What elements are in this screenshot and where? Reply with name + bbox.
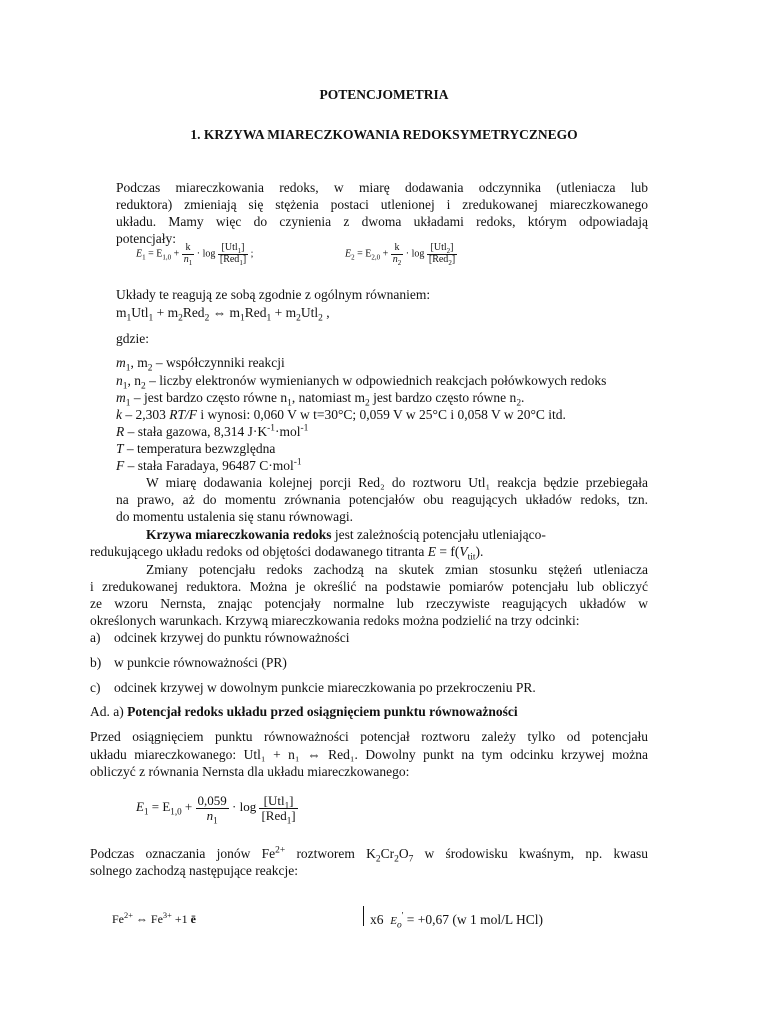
para5-line-2: układu miareczkowanego: Utl₁ + n₁ ⇔ Red₁. Dowolny punkt na tym odcinku krzywej można — [90, 747, 648, 762]
section-title: 1. KRZYWA MIARECZKOWANIA REDOKSYMETRYCZNEGO — [190, 127, 578, 142]
para3-line-2: redukującego układu redoks od objętości dodawanego titranta $E = f(V_{tit})$. — [90, 544, 484, 563]
general-reaction: $m_1Utl_1 + m_2Red_2$ ⇔ $m_1Red_1 + m_2Utl_2$ , — [116, 305, 330, 324]
list-item-a: odcinek krzywej do punktu równoważności — [114, 630, 350, 645]
list-marker-b: b) — [90, 655, 102, 670]
half-reaction-fe: $Fe^{2+}$ ⇔ $Fe^{3+} +1$ ē — [112, 911, 196, 926]
intro-line-2: reduktora) zmieniają się stężenia postaci utlenionej i zredukowanej miareczkowanego — [116, 197, 648, 212]
reaction-intro: Układy te reagują ze sobą zgodnie z ogólnym równaniem: — [116, 287, 431, 302]
nernst-equation-2: $E_2 = E_{2,0}$ + $\frac{k}{n_2}$ · log $\frac{[Utl_2]}{[Red_2]}$ — [345, 242, 456, 267]
para4-line-3: ze wzoru Nernsta, znając potencjały normalne lub rzeczywiste reagujących układów w — [90, 596, 648, 611]
def-f: F – stała Faradaya, 96487 C·mol$^{-1}$ — [116, 457, 302, 473]
list-marker-a: a) — [90, 630, 101, 645]
def-m: $m_1$, $m_2$ – współczynniki reakcji — [116, 355, 285, 374]
intro-line-1: Podczas miareczkowania redoks, w miarę dodawania odczynnika (utleniacza lub — [116, 180, 648, 195]
list-item-b: w punkcie równoważności (PR) — [114, 655, 287, 670]
nernst-equation-3: $E_1 = E_{1,0}$ + $\frac{0,059}{n_1}$ · log $\frac{[Utl_1]}{[Red_1]}$ — [136, 793, 296, 826]
def-n: $n_1$, $n_2$ – liczby elektronów wymienianych w odpowiednich reakcjach połówkowych redoks — [116, 373, 607, 392]
separator-bar — [363, 906, 364, 926]
def-r: R – stała gazowa, 8,314 $J\cdot K^{-1}\cdot mol^{-1}$ — [116, 423, 309, 439]
para4-line-1: Zmiany potencjału redoks zachodzą na skutek zmian stosunku stężeń utleniacza — [146, 562, 648, 577]
para3-line-1: Krzywa miareczkowania redoks jest zależnością potencjału utleniająco- — [146, 527, 546, 542]
list-item-c: odcinek krzywej w dowolnym punkcie miareczkowania po przekroczeniu PR. — [114, 680, 536, 695]
para6-line-2: solnego zachodzą następujące reakcje: — [90, 863, 299, 878]
def-m-relation: $m_1$ – jest bardzo często równe $n_1$, natomiast $m_2$ jest bardzo często równe $n_2$. — [116, 390, 525, 409]
para4-line-4: określonych warunkach. Krzywą miareczkowania redoks można podzielić na trzy odcinki: — [90, 613, 580, 628]
intro-line-3: układu. Mamy więc do czynienia z dwoma układami redoks, którym odpowiadają — [116, 214, 648, 229]
gdzie-label: gdzie: — [116, 331, 149, 346]
def-t: T – temperatura bezwzględna — [116, 441, 276, 456]
list-marker-c: c) — [90, 680, 101, 695]
para5-line-3: obliczyć z równania Nernsta dla układu miareczkowanego: — [90, 764, 410, 779]
page-title: POTENCJOMETRIA — [319, 87, 449, 102]
intro-line-4: potencjały: — [116, 231, 176, 246]
para6-line-1: Podczas oznaczania jonów $Fe^{2+}$ roztworem $K_2Cr_2O_7$ w środowisku kwaśnym, np. kwasu — [90, 845, 648, 865]
def-k: k – 2,303 RT/F i wynosi: 0,060 V w t=30°C; 0,059 V w 25°C i 0,058 V w 20°C itd. — [116, 407, 566, 422]
half-reaction-conditions: x6 $E_o' = +0,67$ (w 1 mol/L HCl) — [370, 911, 544, 931]
para5-line-1: Przed osiągnięciem punktu równoważności potencjał roztworu zależy tylko od potencjału — [90, 729, 648, 744]
nernst-equation-1: $E_1 = E_{1,0}$ + $\frac{k}{n_1}$ · log $\frac{[Utl_1]}{[Red_1]}$ ; — [136, 242, 254, 267]
para2-line-3: do momentu ustalenia się stanu równowagi. — [116, 509, 353, 524]
para4-line-2: i zredukowanej reduktora. Można je określić na podstawie pomiarów potencjału lub obliczyć — [90, 579, 648, 594]
ad-a-heading: Ad. a) Potencjał redoks układu przed osiągnięciem punktu równoważności — [90, 704, 518, 719]
para2-line-1: W miarę dodawania kolejnej porcji Red₂ do roztworu Utl₁ reakcja będzie przebiegała — [146, 475, 648, 490]
para2-line-2: na prawo, aż do momentu zrównania potencjałów obu reagujących układów redoks, tzn. — [116, 492, 648, 507]
